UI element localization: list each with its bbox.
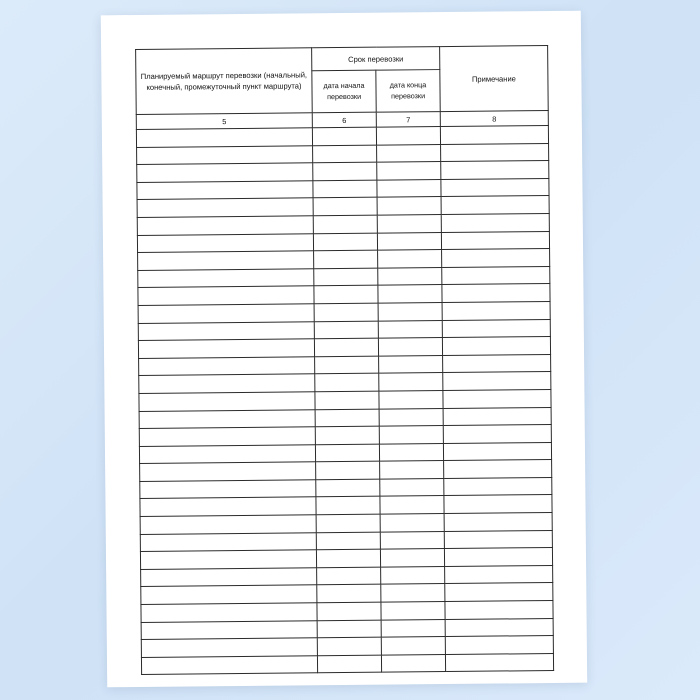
column-number-5: 5 — [136, 113, 312, 130]
cell-note[interactable] — [444, 495, 552, 514]
cell-date-start[interactable] — [312, 127, 376, 145]
cell-date-start[interactable] — [314, 250, 378, 268]
cell-route[interactable] — [138, 304, 314, 323]
cell-date-end[interactable] — [380, 496, 444, 514]
cell-note[interactable] — [442, 301, 550, 320]
cell-date-end[interactable] — [377, 162, 441, 180]
column-number-7: 7 — [376, 112, 440, 128]
cell-date-start[interactable] — [315, 444, 379, 462]
cell-date-start[interactable] — [313, 180, 377, 198]
cell-date-end[interactable] — [381, 654, 445, 672]
cell-note[interactable] — [441, 196, 549, 215]
cell-date-end[interactable] — [379, 426, 443, 444]
cell-route[interactable] — [139, 427, 315, 446]
cell-note[interactable] — [443, 372, 551, 391]
cell-note[interactable] — [445, 618, 553, 637]
cell-note[interactable] — [445, 653, 553, 672]
cell-date-end[interactable] — [380, 478, 444, 496]
column-number-8: 8 — [440, 111, 548, 127]
cell-route[interactable] — [140, 532, 316, 551]
cell-date-end[interactable] — [378, 302, 442, 320]
table-header — [136, 46, 549, 115]
cell-route[interactable] — [137, 233, 313, 252]
cell-note[interactable] — [442, 319, 550, 338]
cell-date-end[interactable] — [378, 338, 442, 356]
cell-date-start[interactable] — [316, 549, 380, 567]
cell-date-end[interactable] — [378, 267, 442, 285]
cell-date-end[interactable] — [381, 619, 445, 637]
header-date-end: дата конца перевозки — [376, 70, 440, 112]
cell-date-start[interactable] — [317, 585, 381, 603]
cell-date-start[interactable] — [315, 409, 379, 427]
table-container — [135, 45, 553, 675]
column-number-6: 6 — [312, 112, 376, 128]
cell-route[interactable] — [141, 656, 317, 675]
cell-route[interactable] — [141, 568, 317, 587]
cell-date-start[interactable] — [316, 514, 380, 532]
cell-note[interactable] — [443, 407, 551, 426]
cell-date-start[interactable] — [317, 637, 381, 655]
cell-route[interactable] — [139, 409, 315, 428]
cell-note[interactable] — [443, 354, 551, 373]
cell-note[interactable] — [442, 284, 550, 303]
cell-date-start[interactable] — [314, 338, 378, 356]
cell-note[interactable] — [444, 530, 552, 549]
cell-note[interactable] — [442, 249, 550, 268]
cell-route[interactable] — [138, 286, 314, 305]
table-body — [136, 111, 553, 675]
cell-date-end[interactable] — [381, 637, 445, 655]
header-route: Планируемый маршрут перевозки (начальный, конечный, промежуточный пункт маршрута) — [136, 48, 313, 115]
cell-route[interactable] — [140, 515, 316, 534]
paper-sheet — [101, 11, 587, 688]
cell-date-end[interactable] — [377, 144, 441, 162]
cell-date-start[interactable] — [317, 655, 381, 673]
cell-route[interactable] — [137, 216, 313, 235]
header-term-group: Срок перевозки — [312, 47, 440, 72]
cell-date-start[interactable] — [314, 321, 378, 339]
cell-date-start[interactable] — [316, 497, 380, 515]
cell-date-start[interactable] — [315, 373, 379, 391]
cell-date-end[interactable] — [376, 127, 440, 145]
cell-route[interactable] — [137, 181, 313, 200]
cell-date-start[interactable] — [313, 145, 377, 163]
cell-date-start[interactable] — [317, 567, 381, 585]
cell-note[interactable] — [445, 636, 553, 655]
cell-date-end[interactable] — [377, 215, 441, 233]
cell-route[interactable] — [138, 269, 314, 288]
cell-date-start[interactable] — [313, 162, 377, 180]
cell-note[interactable] — [441, 143, 549, 162]
cell-date-end[interactable] — [377, 179, 441, 197]
cell-date-start[interactable] — [313, 215, 377, 233]
cell-date-end[interactable] — [381, 566, 445, 584]
cell-date-start[interactable] — [315, 391, 379, 409]
header-row-top — [136, 46, 548, 73]
header-note: Примечание — [440, 46, 549, 112]
cell-date-end[interactable] — [380, 531, 444, 549]
cell-date-start[interactable] — [315, 426, 379, 444]
cell-route[interactable] — [138, 339, 314, 358]
cell-route[interactable] — [138, 251, 314, 270]
cell-date-start[interactable] — [314, 286, 378, 304]
cell-date-start[interactable] — [316, 461, 380, 479]
cell-note[interactable] — [444, 548, 552, 567]
cell-note[interactable] — [445, 601, 553, 620]
cell-route[interactable] — [138, 321, 314, 340]
cell-note[interactable] — [443, 389, 551, 408]
cell-date-end[interactable] — [378, 285, 442, 303]
cell-date-end[interactable] — [377, 197, 441, 215]
cell-date-end[interactable] — [378, 250, 442, 268]
cell-note[interactable] — [444, 513, 552, 532]
cell-date-start[interactable] — [317, 602, 381, 620]
cell-note[interactable] — [442, 337, 550, 356]
cell-note[interactable] — [442, 266, 550, 285]
cell-date-end[interactable] — [381, 602, 445, 620]
cell-note[interactable] — [444, 460, 552, 479]
cell-date-start[interactable] — [316, 532, 380, 550]
cell-route[interactable] — [137, 145, 313, 164]
cell-note[interactable] — [444, 477, 552, 496]
cell-route[interactable] — [139, 374, 315, 393]
cell-date-end[interactable] — [380, 461, 444, 479]
cell-note[interactable] — [443, 442, 551, 461]
cell-date-end[interactable] — [380, 514, 444, 532]
cell-route[interactable] — [140, 550, 316, 569]
cell-date-end[interactable] — [379, 443, 443, 461]
cell-date-end[interactable] — [379, 355, 443, 373]
table-row[interactable] — [141, 653, 553, 675]
cell-note[interactable] — [443, 425, 551, 444]
cell-route[interactable] — [137, 163, 313, 182]
transport-schedule-table — [135, 45, 554, 675]
cell-route[interactable] — [140, 462, 316, 481]
cell-date-start[interactable] — [313, 198, 377, 216]
cell-date-start[interactable] — [315, 356, 379, 374]
cell-route[interactable] — [141, 638, 317, 657]
cell-date-end[interactable] — [377, 232, 441, 250]
cell-note[interactable] — [441, 231, 549, 250]
cell-date-start[interactable] — [314, 303, 378, 321]
cell-route[interactable] — [140, 497, 316, 516]
cell-date-end[interactable] — [379, 408, 443, 426]
cell-date-end[interactable] — [380, 549, 444, 567]
cell-note[interactable] — [441, 161, 549, 180]
cell-date-end[interactable] — [379, 373, 443, 391]
cell-date-start[interactable] — [316, 479, 380, 497]
cell-date-end[interactable] — [378, 320, 442, 338]
cell-note[interactable] — [441, 213, 549, 232]
cell-route[interactable] — [139, 444, 315, 463]
cell-route[interactable] — [140, 480, 316, 499]
cell-note[interactable] — [445, 565, 553, 584]
cell-date-end[interactable] — [379, 390, 443, 408]
cell-route[interactable] — [139, 357, 315, 376]
cell-date-end[interactable] — [381, 584, 445, 602]
cell-note[interactable] — [440, 126, 548, 145]
cell-date-start[interactable] — [314, 268, 378, 286]
cell-route[interactable] — [141, 603, 317, 622]
header-date-start: дата начала перевозки — [312, 71, 376, 113]
cell-note[interactable] — [441, 178, 549, 197]
cell-route[interactable] — [139, 392, 315, 411]
cell-route[interactable] — [141, 620, 317, 639]
cell-note[interactable] — [445, 583, 553, 602]
cell-route[interactable] — [137, 198, 313, 217]
cell-date-start[interactable] — [313, 233, 377, 251]
cell-route[interactable] — [136, 128, 312, 147]
cell-route[interactable] — [141, 585, 317, 604]
cell-date-start[interactable] — [317, 620, 381, 638]
